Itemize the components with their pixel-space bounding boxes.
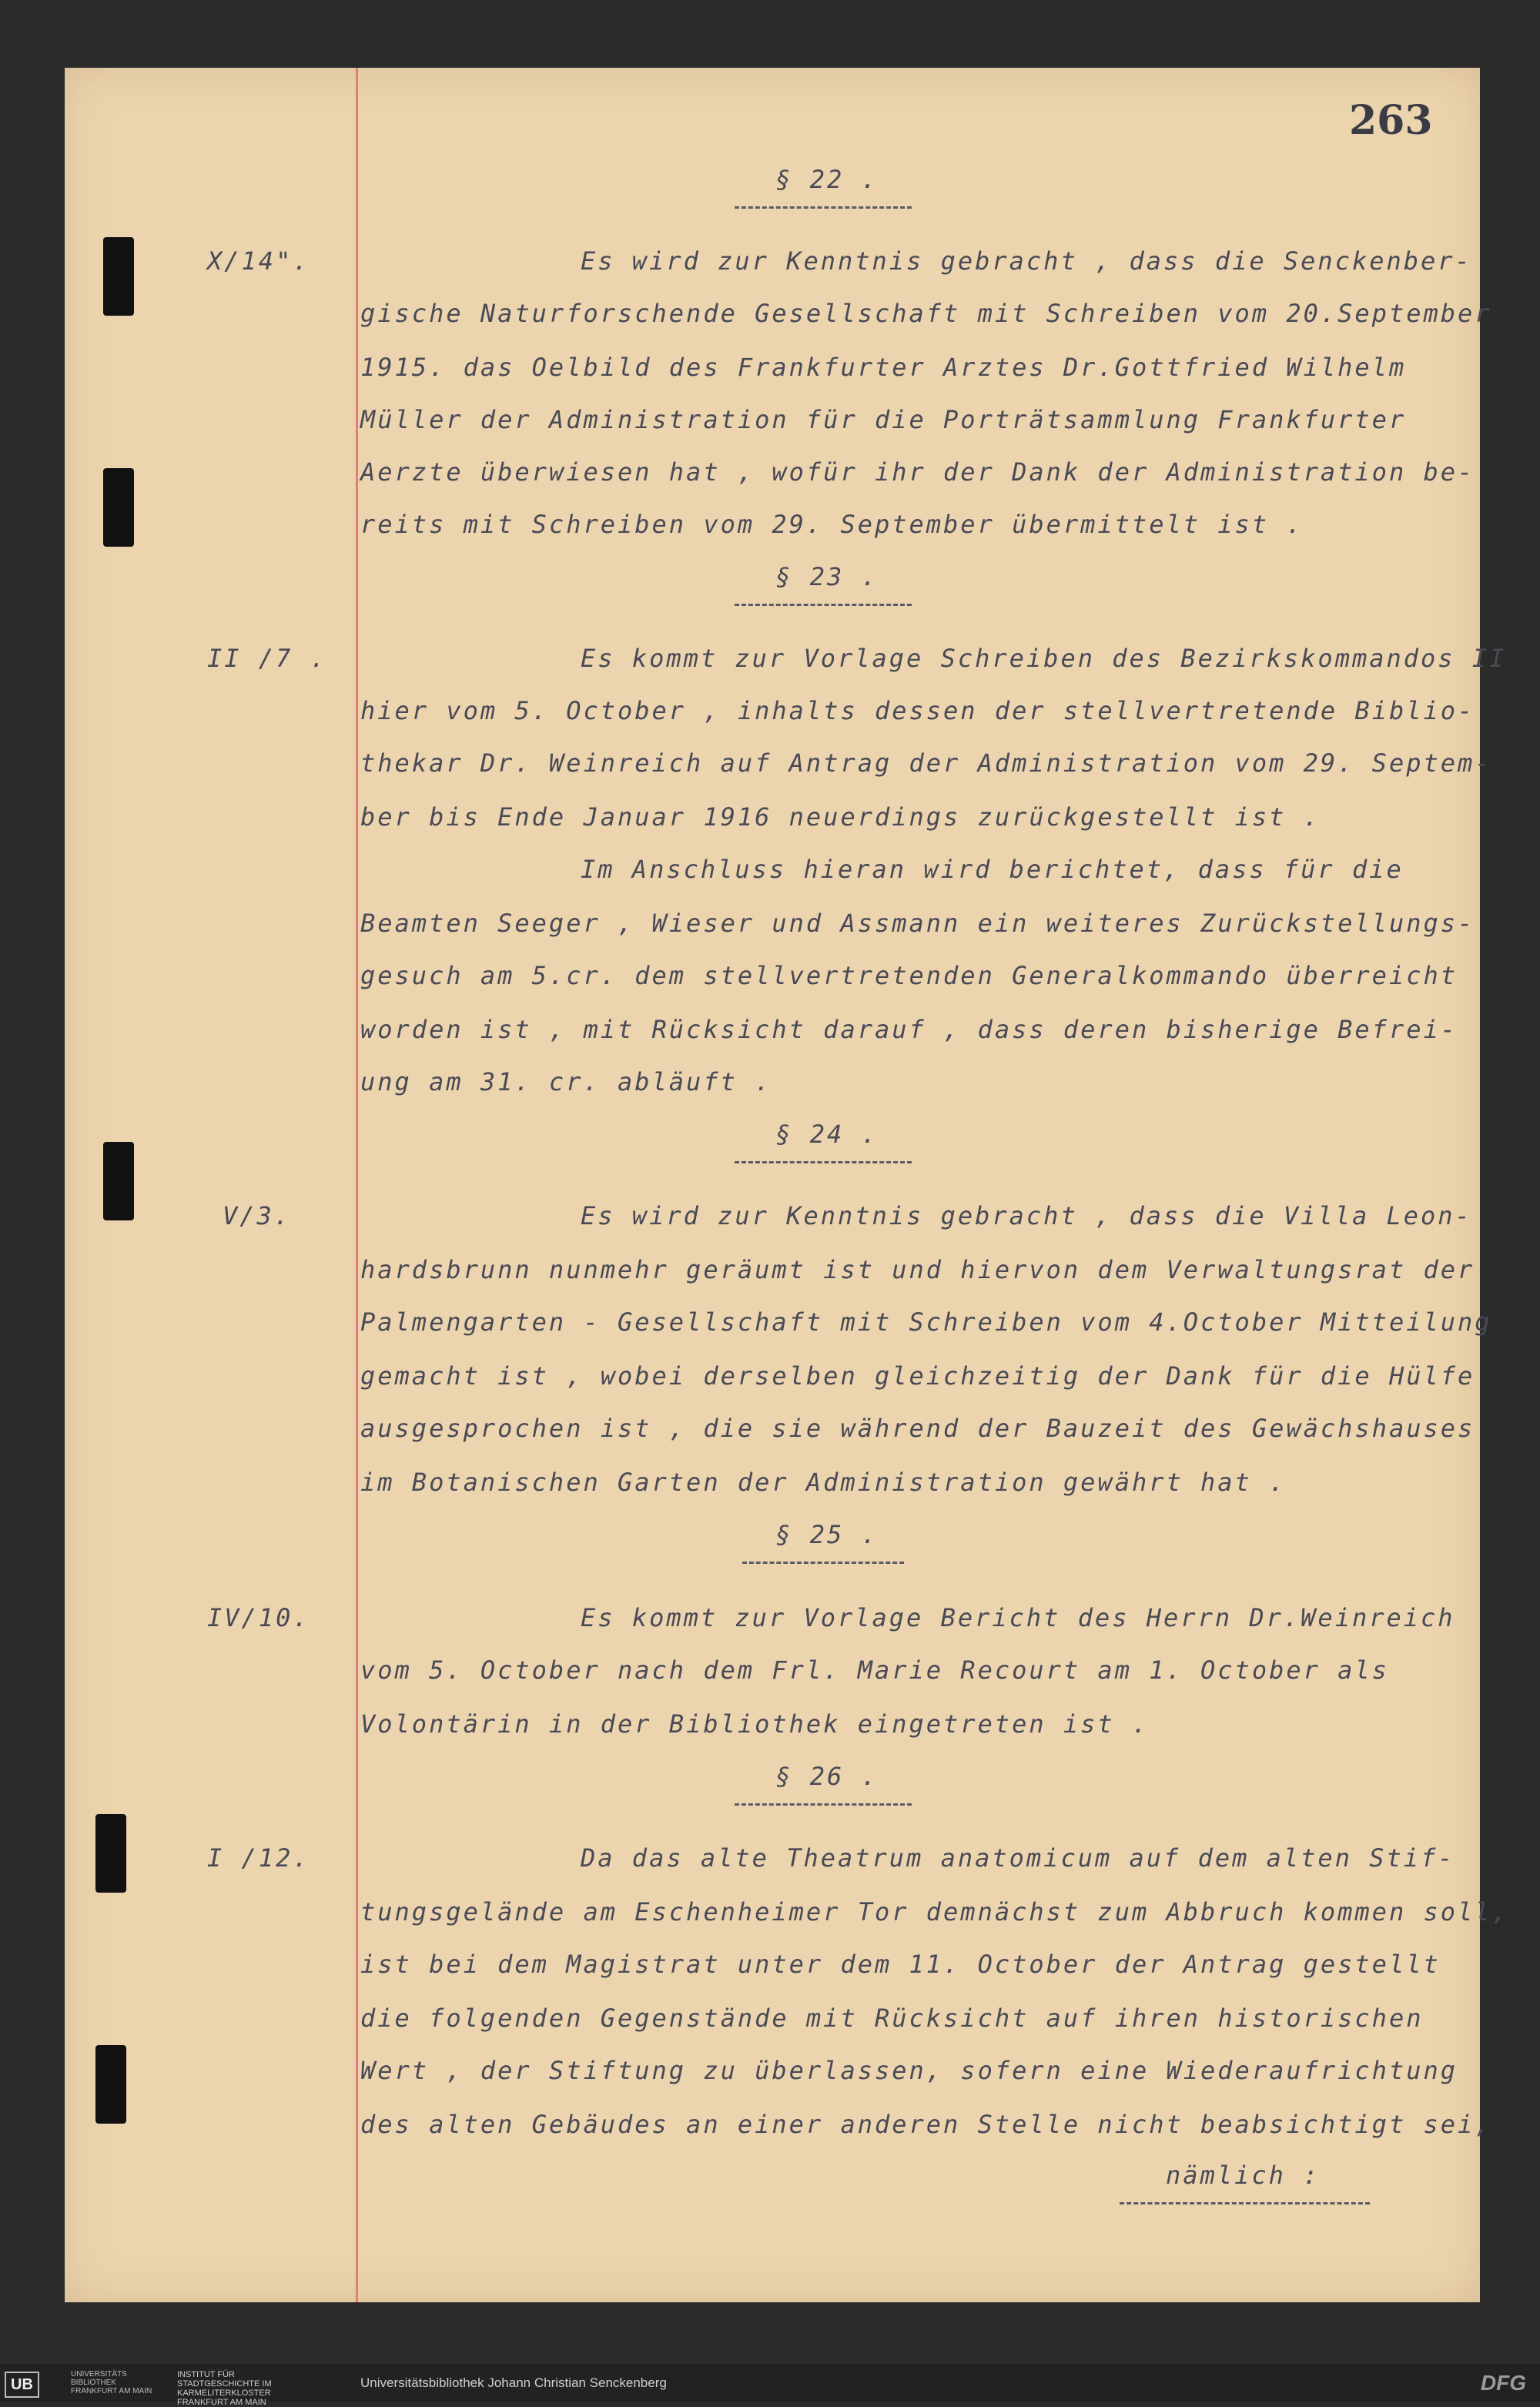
- text-line: Palmengarten - Gesellschaft mit Schreiben vom 4.October Mitteilung: [360, 1307, 1492, 1337]
- text-line: ist bei dem Magistrat unter dem 11. October der Antrag gestellt: [360, 1950, 1441, 1979]
- text-line: thekar Dr. Weinreich auf Antrag der Administration vom 29. Septem-: [360, 748, 1492, 778]
- text-line: des alten Gebäudes an einer anderen Stelle nicht beabsichtigt sei,: [360, 2110, 1492, 2139]
- text-line: Es wird zur Kenntnis gebracht , dass die Senckenber-: [581, 246, 1472, 276]
- margin-rule: [356, 68, 358, 2302]
- text-line: Müller der Administration für die Porträtsammlung Frankfurter: [360, 405, 1407, 434]
- text-line: ausgesprochen ist , die sie während der Bauzeit des Gewächshauses: [360, 1414, 1475, 1443]
- text-line: gemacht ist , wobei derselben gleichzeitig der Dank für die Hülfe: [360, 1361, 1475, 1391]
- section-heading: § 26 .: [775, 1762, 879, 1791]
- page-number: 263: [1349, 97, 1433, 144]
- text-line: gesuch am 5.cr. dem stellvertretenden Generalkommando überreicht: [360, 961, 1458, 990]
- text-line: vom 5. October nach dem Frl. Marie Recourt am 1. October als: [360, 1655, 1389, 1685]
- library-caption: Universitätsbibliothek Johann Christian Senckenberg: [360, 2375, 667, 2390]
- file-reference: X/14".: [207, 246, 310, 276]
- section-heading: § 23 .: [775, 562, 879, 591]
- closing-word: nämlich :: [1166, 2161, 1321, 2190]
- text-line: Es wird zur Kenntnis gebracht , dass die Villa Leon-: [581, 1201, 1472, 1230]
- footer-bar: [0, 2364, 1540, 2407]
- text-line: gische Naturforschende Gesellschaft mit Schreiben vom 20.September: [360, 299, 1492, 328]
- punch-hole: [95, 2045, 126, 2124]
- file-reference: IV/10.: [207, 1603, 310, 1632]
- section-heading: § 25 .: [775, 1520, 879, 1549]
- text-line: ber bis Ende Januar 1916 neuerdings zurückgestellt ist .: [360, 802, 1321, 832]
- text-line: Volontärin in der Bibliothek eingetreten ist .: [360, 1709, 1150, 1739]
- text-line: Da das alte Theatrum anatomicum auf dem alten Stif-: [581, 1843, 1455, 1873]
- section-heading: § 22 .: [775, 165, 879, 194]
- document-page: [65, 68, 1509, 2302]
- heading-underline: [735, 1803, 912, 1806]
- text-line: reits mit Schreiben vom 29. September übermittelt ist .: [360, 510, 1304, 539]
- heading-underline: [742, 1562, 904, 1564]
- heading-underline: [735, 206, 912, 209]
- file-reference: I /12.: [207, 1843, 310, 1873]
- text-line: Beamten Seeger , Wieser und Assmann ein weiteres Zurückstellungs-: [360, 909, 1475, 938]
- file-reference: II /7 .: [207, 644, 327, 673]
- punch-hole: [95, 1814, 126, 1893]
- section-heading: § 24 .: [775, 1120, 879, 1149]
- heading-underline: [735, 604, 912, 606]
- text-line: tungsgelände am Eschenheimer Tor demnächst zum Abbruch kommen soll,: [360, 1897, 1509, 1927]
- file-reference: V/3.: [223, 1201, 292, 1230]
- text-line: ung am 31. cr. abläuft .: [360, 1067, 772, 1096]
- closing-underline: [1120, 2202, 1370, 2204]
- text-line: hardsbrunn nunmehr geräumt ist und hiervon dem Verwaltungsrat der: [360, 1255, 1475, 1284]
- text-line: die folgenden Gegenstände mit Rücksicht auf ihren historischen: [360, 2004, 1424, 2033]
- text-line: im Botanischen Garten der Administration gewährt hat .: [360, 1468, 1287, 1497]
- text-line: Es kommt zur Vorlage Schreiben des Bezirkskommandos II: [581, 644, 1507, 673]
- text-line: Es kommt zur Vorlage Bericht des Herrn Dr.Weinreich: [581, 1603, 1455, 1632]
- punch-hole: [103, 237, 134, 316]
- text-line: Aerzte überwiesen hat , wofür ihr der Dank der Administration be-: [360, 457, 1475, 487]
- isg-logo-text: INSTITUT FÜR STADTGESCHICHTE IM KARMELITERKLOSTER FRANKFURT AM MAIN: [177, 2370, 272, 2407]
- text-line: Im Anschluss hieran wird berichtet, dass für die: [581, 855, 1404, 884]
- punch-hole: [103, 1142, 134, 1220]
- heading-underline: [735, 1161, 912, 1163]
- text-line: 1915. das Oelbild des Frankfurter Arztes Dr.Gottfried Wilhelm: [360, 353, 1407, 382]
- ub-logo-text: UNIVERSITÄTS BIBLIOTHEK FRANKFURT AM MAIN: [71, 2370, 152, 2395]
- text-line: worden ist , mit Rücksicht darauf , dass deren bisherige Befrei-: [360, 1015, 1458, 1044]
- text-line: hier vom 5. October , inhalts dessen der stellvertretende Biblio-: [360, 696, 1475, 725]
- ub-logo: UB: [5, 2372, 39, 2398]
- text-line: Wert , der Stiftung zu überlassen, sofern eine Wiederaufrichtung: [360, 2056, 1458, 2085]
- dfg-logo: DFG: [1480, 2371, 1526, 2395]
- punch-hole: [103, 468, 134, 547]
